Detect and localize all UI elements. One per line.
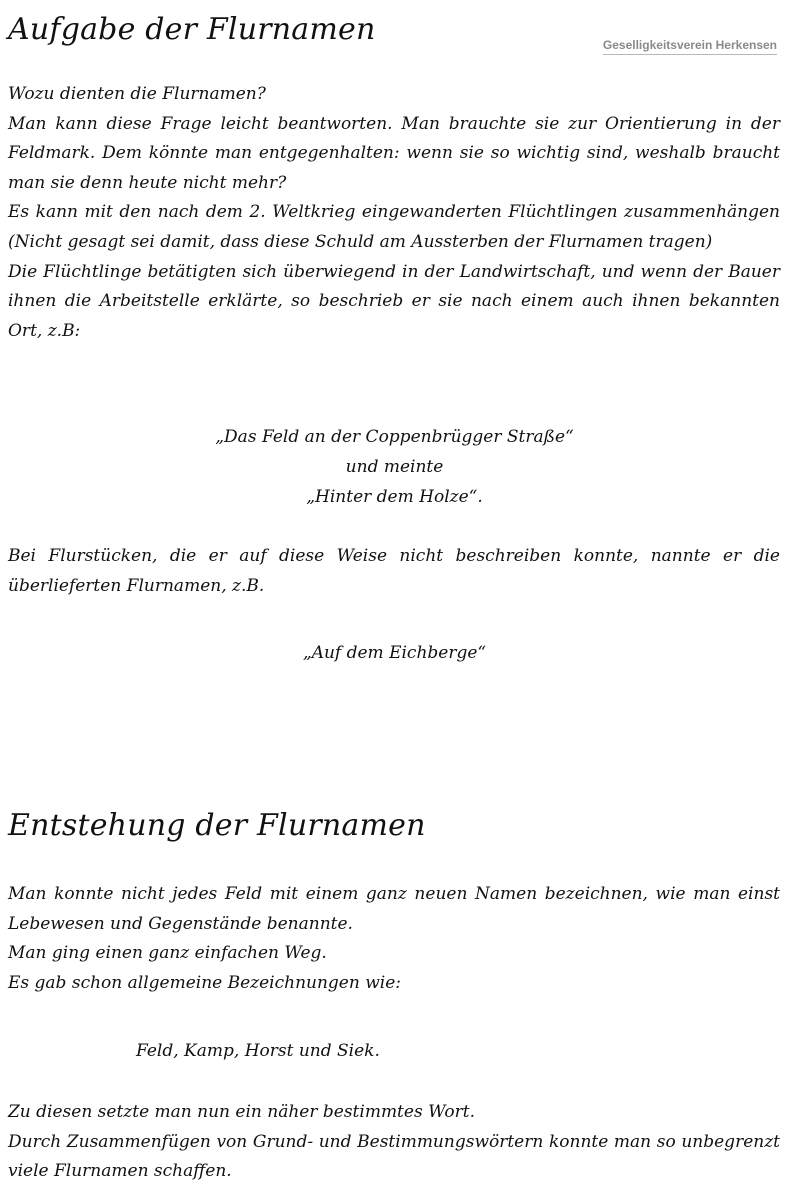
- line-bestimmtes-wort: Zu diesen setzte man nun ein näher bestimmtes Wort.: [8, 1102, 475, 1122]
- paragraph-orientierung: Man kann diese Frage leicht beantworten. Man brauchte sie zur Orientierung in der Feldmark. Dem könnte man entgegenhalten: wenn sie so wichtig sind, weshalb braucht man sie denn heute nicht mehr?: [8, 113, 780, 193]
- paragraph-landwirtschaft: Die Flüchtlinge betätigten sich überwiegend in der Landwirtschaft, und wenn der Bauer ihnen die Arbeitstelle erklärte, so beschrieb er sie nach einem auch ihnen bekannten Ort, z.B:: [8, 261, 780, 341]
- section-title-entstehung: Entstehung der Flurnamen: [8, 808, 426, 843]
- section-entstehung-body: [8, 880, 780, 998]
- section-title-aufgabe: Aufgabe der Flurnamen: [8, 12, 376, 47]
- paragraph-fluechtlinge: Es kann mit den nach dem 2. Weltkrieg eingewanderten Flüchtlingen zusammenhängen (Nicht gesagt sei damit, dass diese Schuld am Aussterben der Flurnamen tragen): [8, 202, 780, 252]
- paragraph-namen: Man konnte nicht jedes Feld mit einem ganz neuen Namen bezeichnen, wie man einst Lebewesen und Gegenstände benannte.: [8, 884, 780, 934]
- section-entstehung-conclusion: [8, 1098, 780, 1187]
- line-bezeichnungen: Es gab schon allgemeine Bezeichnungen wie:: [8, 972, 402, 993]
- quote-eichberge: „Auf dem Eichberge“: [302, 643, 487, 663]
- examples-line: Feld, Kamp, Horst und Siek.: [136, 1041, 380, 1061]
- quote-hinter-dem-holze: „Hinter dem Holze“.: [306, 487, 483, 507]
- paragraph-flurstuecke: Bei Flurstücken, die er auf diese Weise nicht beschreiben konnte, nannte er die überlieferten Flurnamen, z.B.: [8, 546, 780, 596]
- section-aufgabe-body: [8, 80, 780, 346]
- quote-coppenbruegger: „Das Feld an der Coppenbrügger Straße“: [215, 427, 574, 447]
- paragraph-zusammenfuegen: Durch Zusammenfügen von Grund- und Bestimmungswörtern konnte man so unbegrenzt viele Flurnamen schaffen.: [8, 1131, 780, 1182]
- club-name-tag: Geselligkeitsverein Herkensen: [603, 38, 777, 55]
- quote-und-meinte: und meinte: [345, 457, 444, 477]
- line-einfacher-weg: Man ging einen ganz einfachen Weg.: [8, 943, 327, 964]
- question-line: Wozu dienten die Flurnamen?: [8, 84, 266, 104]
